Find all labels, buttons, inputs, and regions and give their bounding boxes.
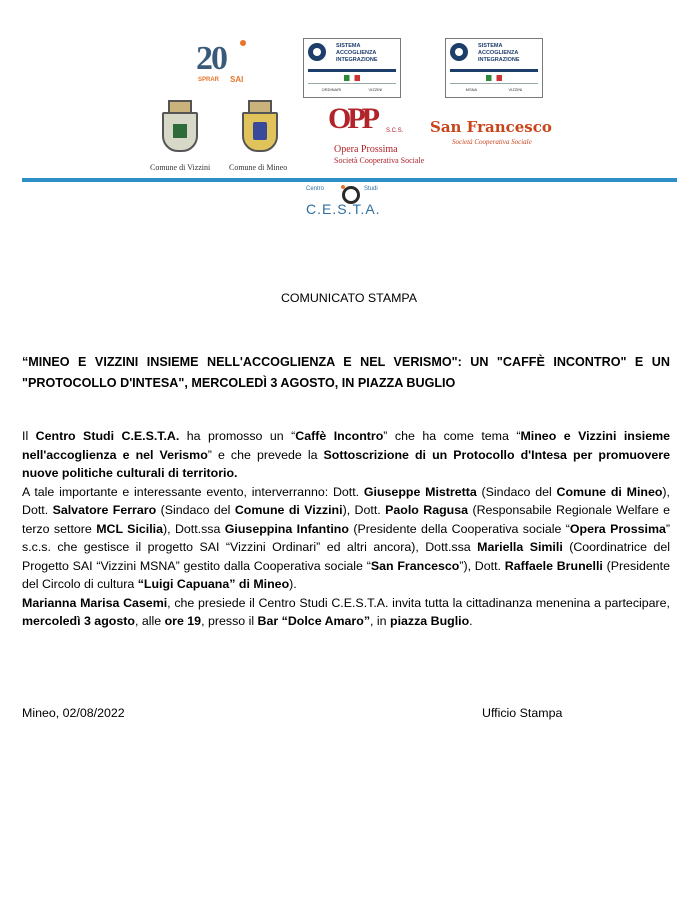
text-run: ha promosso un “ — [179, 429, 296, 443]
san-francesco-subtitle: Società Cooperativa Sociale — [452, 138, 532, 146]
text-run: ” s.c.s. che gestisce il progetto SAI “Vizzini Ordinari” ed altri ancora), Dott.ssa — [22, 521, 671, 554]
san-francesco-logo — [430, 118, 552, 146]
cesta-studi: Studi — [364, 186, 378, 192]
signature: Ufficio Stampa — [482, 706, 563, 720]
text-run: (Sindaco del — [476, 484, 557, 499]
paragraph-intro — [22, 427, 670, 483]
bold-run: MCL Sicilia — [96, 521, 163, 536]
cesta-logo — [304, 186, 396, 228]
bold-run: Bar “Dolce Amaro” — [257, 614, 371, 628]
sai-title: SISTEMA ACCOGLIENZA INTEGRAZIONE — [336, 43, 378, 63]
sai-footer-right: VIZZINI — [368, 87, 383, 92]
cesta-name: C.E.S.T.A. — [306, 201, 381, 217]
bold-run: Paolo Ragusa — [385, 503, 469, 517]
sai-footer-left: ORDINARI — [321, 87, 342, 92]
bold-run: Salvatore Ferraro — [52, 503, 157, 517]
sai-title: SISTEMA ACCOGLIENZA INTEGRAZIONE — [478, 43, 520, 63]
bold-run: mercoledì 3 agosto — [22, 614, 135, 628]
text-run: (Presidente del Circolo di cultura — [22, 558, 670, 591]
vizzini-crest-icon — [158, 100, 198, 152]
san-francesco-name: San Francesco — [430, 118, 552, 136]
text-run: (Coordinatrice del Progetto SAI “Vizzini MSNA” gestito dalla Cooperativa sociale “ — [22, 540, 670, 573]
text-run: ” che ha come tema “ — [383, 429, 521, 443]
bold-run: Mariella Simili — [477, 540, 563, 554]
comune-mineo-label: Comune di Mineo — [229, 163, 288, 172]
comune-vizzini-label: Comune di Vizzini — [150, 163, 211, 172]
sai-footer-left: MSNA — [465, 87, 478, 92]
text-run: (Sindaco del — [156, 503, 235, 517]
text-run: ” e che prevede la — [207, 447, 324, 462]
text-run: . — [469, 614, 473, 628]
headline: “MINEO E VIZZINI INSIEME NELL'ACCOGLIENZA E NEL VERISMO": UN "CAFFÈ INCONTRO" E UN "PROTOCOLLO D'INTESA", MERCOLEDÌ 3 AGOSTO, IN PIAZZA BUGLIO — [22, 355, 670, 390]
opp-name: Opera Prossima — [334, 144, 398, 155]
bold-run: Raffaele Brunelli — [504, 558, 603, 573]
text-run: , in — [370, 614, 390, 628]
text-run: ), Dott. — [342, 503, 386, 517]
bold-run: Giuseppina Infantino — [224, 521, 349, 536]
opp-mark: OPP — [328, 102, 376, 135]
bold-run: Mineo e Vizzini insieme nell'accoglienza e nel Verismo — [22, 429, 671, 462]
opera-prossima-logo — [326, 102, 436, 168]
bold-run: piazza Buglio — [390, 614, 470, 628]
text-run: , che presiede il Centro Studi C.E.S.T.A. invita tutta la cittadinanza menenina a partecipare, — [167, 595, 671, 610]
place-date: Mineo, 02/08/2022 — [22, 706, 125, 720]
sai-ordinari-logo — [303, 38, 401, 98]
text-run: ), Dott.ssa — [163, 521, 225, 536]
bold-run: Comune di Vizzini — [234, 503, 343, 517]
flag-icon — [344, 75, 360, 81]
bold-run: Caffè Incontro — [295, 429, 384, 443]
text-run: (Responsabile Regionale Welfare e terzo settore — [22, 503, 671, 536]
mineo-crest-icon — [238, 100, 278, 152]
bold-run: Centro Studi C.E.S.T.A. — [35, 429, 180, 443]
sai-20-logo — [196, 38, 254, 90]
orange-dot-icon — [240, 40, 246, 46]
cesta-centro: Centro — [306, 186, 325, 192]
text-run: (Presidente della Cooperativa sociale “ — [348, 521, 570, 536]
text-run: , alle — [134, 614, 165, 628]
text-run: ). — [289, 577, 297, 591]
bold-run: San Francesco — [370, 558, 460, 573]
opp-scs: S.C.S. — [386, 128, 404, 134]
paragraph-speakers — [22, 483, 670, 594]
sprar-label: SPRAR — [198, 77, 220, 83]
text-run: ”), Dott. — [459, 558, 505, 573]
bold-run: Giuseppe Mistretta — [363, 484, 477, 499]
text-run: , presso il — [201, 614, 258, 628]
bold-run: “Luigi Capuana” di Mineo — [137, 577, 290, 591]
flag-icon — [486, 75, 502, 81]
sai-badge-icon — [450, 43, 468, 61]
opp-subtitle: Società Cooperativa Sociale — [334, 156, 425, 165]
sai-20-number: 20 — [196, 40, 226, 77]
header-divider — [22, 178, 677, 182]
sai-badge-icon — [308, 43, 326, 61]
bold-run: ore 19 — [164, 614, 202, 628]
text-run: ), Dott. — [22, 484, 670, 517]
bold-run: Comune di Mineo — [556, 484, 663, 499]
bold-run: Sottoscrizione di un Protocollo d'Intesa per promuovere nuove politiche culturali di territorio. — [22, 447, 670, 480]
bold-run: Opera Prossima — [569, 521, 666, 536]
body-text — [22, 427, 670, 631]
sai-footer-right: VIZZINI — [508, 87, 523, 92]
paragraph-invitation — [22, 594, 670, 631]
sai-msna-logo — [445, 38, 543, 98]
sai-label: SAI — [230, 75, 244, 84]
text-run: A tale importante e interessante evento, interverranno: Dott. — [22, 484, 364, 499]
bold-run: Marianna Marisa Casemi — [22, 595, 168, 610]
document-kind: COMUNICATO STAMPA — [280, 291, 418, 305]
text-run: Il — [22, 429, 36, 443]
